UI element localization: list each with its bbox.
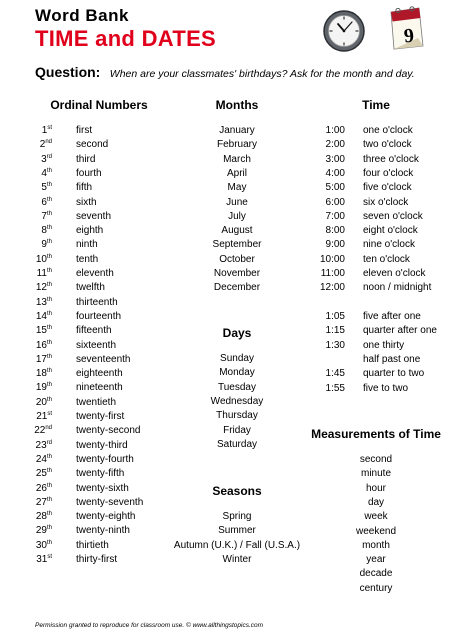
ordinal-suffix: th [46,525,52,532]
time-digits: 1:45 [325,368,345,380]
time-digits: 4:00 [325,167,345,179]
ordinal-word: twenty-first [76,411,125,422]
ordinal-word: seventeenth [76,353,131,365]
ordinal-number [22,554,52,565]
ordinal-word: twenty-second [76,425,141,437]
ordinal-number [22,297,52,308]
ordinal-word: sixth [76,196,97,208]
month-item: July [228,210,246,222]
ordinal-suffix: th [46,167,52,174]
month-item: March [223,153,251,165]
ordinal-number [22,397,52,408]
ordinal-number [22,411,52,422]
ordinal-digits: 7 [41,210,47,222]
ordinal-word: fifth [76,182,93,194]
months-heading: Months [215,98,259,112]
question-line [35,64,415,82]
ordinal-number [22,468,52,479]
time-digits: 11:00 [320,268,345,279]
month-item: June [226,196,248,208]
time-digits: 9:00 [325,239,345,251]
ordinal-word: ninth [76,239,98,251]
season-item: Autumn (U.K.) / Fall (U.S.A.) [173,539,301,551]
wall-clock-icon [323,10,365,52]
time-digits: 1:55 [325,382,345,394]
season-item: Winter [222,553,252,565]
ordinal-number [22,340,52,351]
time-words: nine o'clock [363,239,415,251]
ordinal-number [22,425,52,436]
ordinal-word: thirtieth [76,539,109,551]
ordinal-suffix: th [46,310,52,317]
ordinal-suffix: th [46,496,52,503]
ordinal-digits: 1 [41,125,48,136]
ordinal-number [22,168,52,179]
measurement-item: decade [359,568,393,580]
time-words: one thirty [363,339,405,351]
time-words: five after one [363,311,421,322]
ordinal-suffix: th [46,382,52,389]
calendar-page-icon [382,4,430,52]
ordinal-digits: 8 [41,225,47,237]
measurement-item: minute [360,468,392,480]
ordinal-number [22,325,52,336]
ordinal-number [22,354,52,365]
ordinal-digits: 16 [35,339,47,351]
ordinal-suffix: th [46,210,52,217]
time-heading: Time [362,98,390,112]
ordinal-number [22,497,52,508]
ordinal-suffix: th [46,225,52,232]
time-words: five to two [363,382,409,394]
ordinal-number [22,311,52,322]
ordinal-digits: 27 [35,496,47,508]
measurement-item: century [359,582,393,594]
ordinal-suffix: st [47,554,52,560]
time-words: two o'clock [363,139,412,151]
measurement-item: second [359,454,393,465]
ordinal-word: thirty-first [76,554,118,565]
ordinal-digits: 29 [35,525,47,537]
calendar-illustration [382,4,430,52]
ordinal-word: twenty-ninth [76,525,130,537]
ordinal-digits: 23 [35,439,47,451]
ordinal-suffix: th [46,453,52,460]
ordinal-digits: 14 [35,310,47,322]
month-item: September [212,239,262,251]
ordinal-word: twelfth [76,282,105,294]
ordinal-suffix: th [46,353,52,360]
time-words: seven o'clock [363,210,423,222]
ordinal-number [22,211,52,222]
measurement-item: month [362,539,390,551]
ordinal-word: eighth [76,225,104,237]
time-words: ten o'clock [363,253,410,265]
ordinal-suffix: nd [45,425,52,432]
measurement-item: week [364,511,388,523]
time-words: one o'clock [363,125,413,136]
ordinal-suffix: th [46,182,52,189]
ordinal-suffix: th [46,268,52,274]
ordinal-digits: 26 [35,482,47,494]
ordinal-suffix: st [47,411,52,417]
ordinal-digits: 12 [35,282,47,294]
ordinal-suffix: nd [45,139,52,146]
time-words: half past one [363,353,421,365]
ordinal-digits: 18 [35,368,47,380]
word-bank-label: Word Bank [35,6,129,25]
ordinal-number [22,239,52,250]
ordinal-digits: 24 [35,453,47,465]
ordinal-suffix: th [46,396,52,403]
time-digits: 3:00 [325,153,345,165]
time-digits: 1:15 [325,325,345,337]
ordinal-number [22,525,52,536]
measurements-heading: Measurements of Time [311,427,441,441]
ordinal-suffix: th [46,339,52,346]
ordinal-number [22,225,52,236]
ordinal-word: twenty-fourth [76,453,134,465]
ordinal-digits: 31 [36,554,48,565]
ordinal-word: tenth [76,253,99,265]
ordinal-suffix: st [47,125,52,131]
month-item: January [219,125,255,136]
time-words: four o'clock [363,167,414,179]
ordinal-suffix: th [46,296,52,303]
ordinal-number [22,368,52,379]
ordinal-word: sixteenth [76,339,117,351]
ordinal-suffix: th [46,325,52,332]
ordinal-suffix: th [46,482,52,489]
ordinal-word: nineteenth [76,382,123,394]
ordinal-word: third [76,153,96,165]
ordinal-number [22,454,52,465]
day-item: Saturday [216,438,258,450]
time-digits: 6:00 [325,196,345,208]
time-words: six o'clock [363,196,409,208]
time-digits: 8:00 [325,225,345,237]
ordinal-digits: 6 [41,196,47,208]
measurement-item: year [366,554,386,566]
time-digits: 10:00 [319,253,345,265]
time-digits: 1:05 [325,311,345,322]
ordinal-suffix: rd [46,153,52,160]
ordinal-suffix: th [46,253,52,260]
ordinal-digits: 17 [35,353,47,365]
ordinal-number [22,139,52,150]
day-item: Friday [223,424,251,436]
ordinal-digits: 10 [35,253,47,265]
ordinal-suffix: th [46,368,52,375]
question-label: Question: [35,64,101,80]
ordinal-digits: 19 [35,382,47,394]
day-item: Thursday [216,410,258,422]
ordinal-digits: 5 [41,182,47,194]
ordinal-suffix: th [46,468,52,475]
ordinal-word: twentieth [76,396,117,408]
ordinal-digits: 21 [36,411,48,422]
ordinal-suffix: rd [46,439,52,446]
ordinal-word: twenty-third [76,439,128,451]
ordinal-suffix: th [46,539,52,546]
ordinal-number [22,197,52,208]
ordinal-digits: 20 [35,396,47,408]
time-words: eleven o'clock [363,268,426,279]
time-digits: 7:00 [325,210,345,222]
ordinal-suffix: th [46,239,52,246]
ordinal-number [22,154,52,165]
time-words: noon / midnight [363,282,432,294]
month-item: May [227,182,247,194]
ordinal-number [22,382,52,393]
season-item: Summer [218,525,256,537]
ordinal-digits: 13 [35,296,47,308]
day-item: Sunday [220,353,254,364]
month-item: November [213,268,261,279]
time-words: five o'clock [363,182,412,194]
ordinal-digits: 3 [41,153,47,165]
time-digits: 1:00 [325,125,345,136]
ordinal-number [22,440,52,451]
month-item: October [219,253,255,265]
month-item: April [226,167,248,179]
day-item: Wednesday [210,395,264,407]
ordinal-word: eighteenth [76,368,123,380]
question-text: When are your classmates' birthdays? Ask for the month and day. [109,68,415,80]
ordinal-number [22,483,52,494]
calendar-number: 9 [402,24,416,48]
time-words: eight o'clock [363,225,418,237]
ordinal-digits: 30 [35,539,47,551]
ordinal-word: second [76,139,109,151]
days-heading: Days [222,326,252,340]
ordinal-word: seventh [76,210,112,222]
page-title: TIME and DATES [35,26,217,51]
ordinal-number [22,125,52,136]
measurement-item: day [367,496,385,508]
ordinal-word: twenty-fifth [76,468,125,480]
measurement-item: hour [365,482,387,494]
ordinal-digits: 4 [41,167,47,179]
season-item: Spring [222,511,252,522]
ordinal-digits: 28 [35,511,47,523]
time-words: quarter after one [363,325,437,337]
ordinal-suffix: th [46,282,52,289]
time-words: three o'clock [363,153,419,165]
ordinal-word: twenty-eighth [76,511,136,523]
ordinal-digits: 25 [35,468,47,480]
time-words: quarter to two [363,368,425,380]
day-item: Monday [219,367,255,379]
measurement-item: weekend [355,525,397,537]
seasons-heading: Seasons [212,484,262,498]
ordinal-numbers-heading: Ordinal Numbers [50,98,148,112]
ordinal-word: fourth [76,167,102,179]
time-digits: 5:00 [325,182,345,194]
ordinal-digits: 9 [41,239,47,251]
ordinal-number [22,254,52,265]
ordinal-number [22,182,52,193]
ordinal-word: twenty-sixth [76,482,129,494]
day-item: Tuesday [218,381,256,393]
ordinal-word: eleventh [76,268,114,279]
ordinal-digits: 11 [36,268,47,279]
ordinal-number [22,268,52,279]
ordinal-digits: 2 [39,139,46,151]
ordinal-digits: 15 [35,325,47,337]
ordinal-digits: 22 [34,425,46,437]
ordinal-word: fourteenth [76,310,122,322]
time-digits: 1:30 [325,339,345,351]
ordinal-suffix: th [46,196,52,203]
ordinal-word: fifteenth [76,325,112,337]
ordinal-word: first [76,125,93,136]
ordinal-number [22,511,52,522]
month-item: February [216,139,258,151]
month-item: December [213,282,261,294]
ordinal-word: twenty-seventh [76,496,144,508]
ordinal-number [22,282,52,293]
month-item: August [221,225,253,237]
time-digits: 2:00 [325,139,345,151]
ordinal-suffix: th [46,511,52,518]
ordinal-word: thirteenth [76,296,118,308]
permission-footer: Permission granted to reproduce for classroom use. © www.allthingstopics.com [35,622,264,629]
time-digits: 12:00 [319,282,345,294]
ordinal-number [22,540,52,551]
